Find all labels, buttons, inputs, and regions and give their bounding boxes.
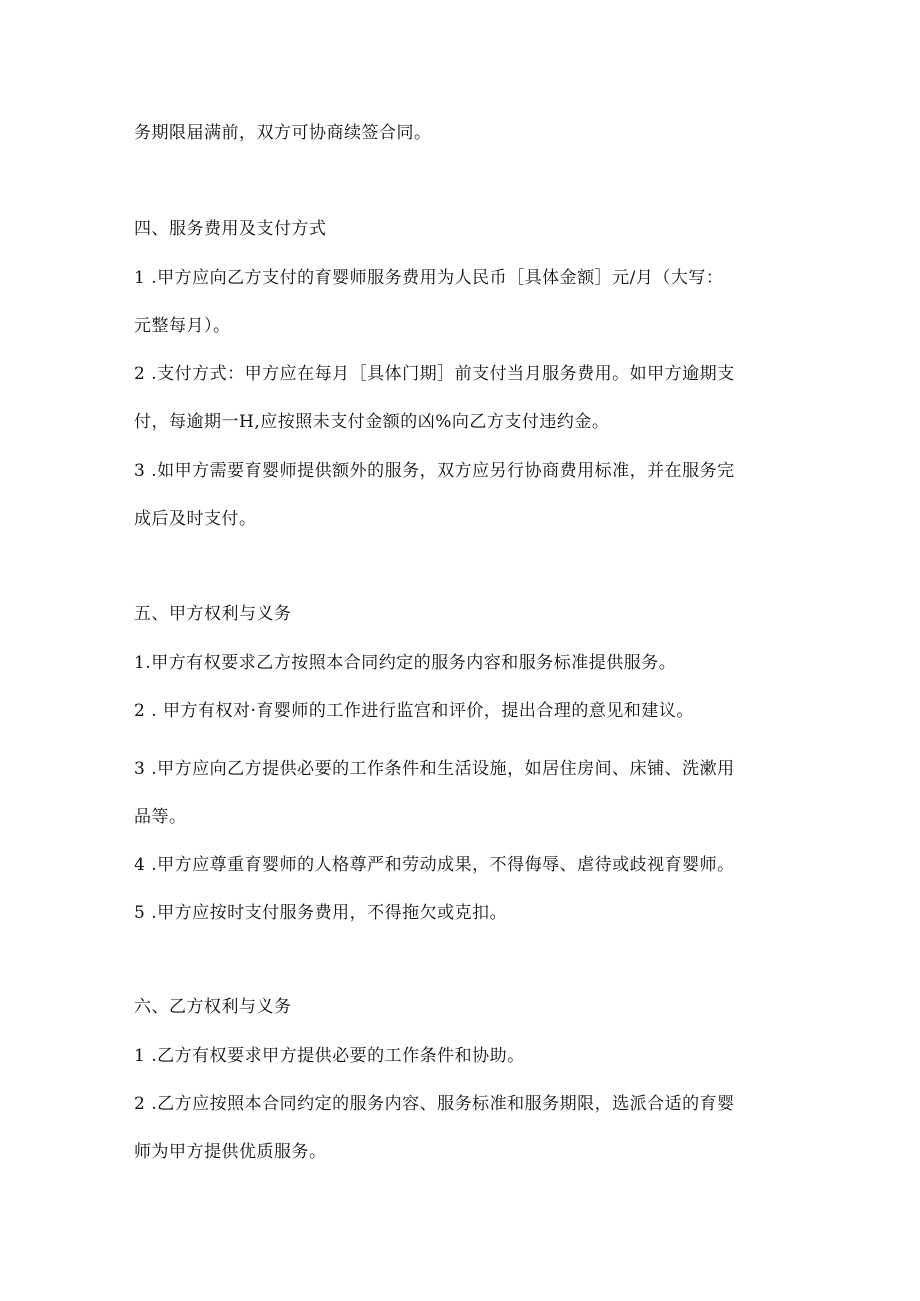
section-5-item-3-line-1: 3 .甲方应向乙方提供必要的工作条件和生活设施，如居住房间、床铺、洗漱用	[134, 759, 735, 779]
section-6-item-2-line-2: 师为甲方提供优质服务。	[134, 1142, 327, 1162]
section-5-item-1: 1.甲方有权要求乙方按照本合同约定的服务内容和服务标准提供服务。	[134, 653, 677, 673]
continuation-text: 务期限届满前，双方可协商续签合同。	[134, 123, 432, 143]
section-5-item-5: 5 .甲方应按时支付服务费用，不得拖欠或克扣。	[134, 903, 508, 923]
section-5-item-3-line-2: 品等。	[134, 807, 187, 827]
section-4-item-1-line-2: 元整每月）。	[134, 316, 231, 336]
section-5-item-4: 4 .甲方应尊重育婴师的人格尊严和劳动成果，不得侮辱、虐待或歧视育婴师。	[134, 855, 735, 875]
section-5-heading: 五、甲方权利与义务	[134, 604, 292, 624]
section-6-item-2-line-1: 2 .乙方应按照本合同约定的服务内容、服务标准和服务期限，选派合适的育婴	[134, 1094, 735, 1114]
section-4-item-2-line-1: 2 .支付方式：甲方应在每月［具体门期］前支付当月服务费用。如甲方逾期支	[134, 364, 735, 384]
section-5-item-2: 2 . 甲方有权对·育婴师的工作进行监宫和评价，提出合理的意见和建议。	[134, 701, 694, 721]
section-4-heading: 四、服务费用及支付方式	[134, 219, 327, 239]
section-4-item-3-line-1: 3 .如甲方需要育婴师提供额外的服务，双方应另行协商费用标准，并在服务完	[134, 461, 735, 481]
section-6-heading: 六、乙方权利与义务	[134, 997, 292, 1017]
section-4-item-3-line-2: 成后及时支付。	[134, 509, 257, 529]
section-6-item-1: 1 .乙方有权要求甲方提供必要的工作条件和协助。	[134, 1046, 525, 1066]
section-4-item-2-line-2: 付，每逾期一H,应按照未支付金额的凶%向乙方支付违约金。	[134, 412, 610, 432]
section-4-item-1-line-1: 1 .甲方应向乙方支付的育婴师服务费用为人民币［具体金额］元/月（大写：	[134, 268, 724, 288]
